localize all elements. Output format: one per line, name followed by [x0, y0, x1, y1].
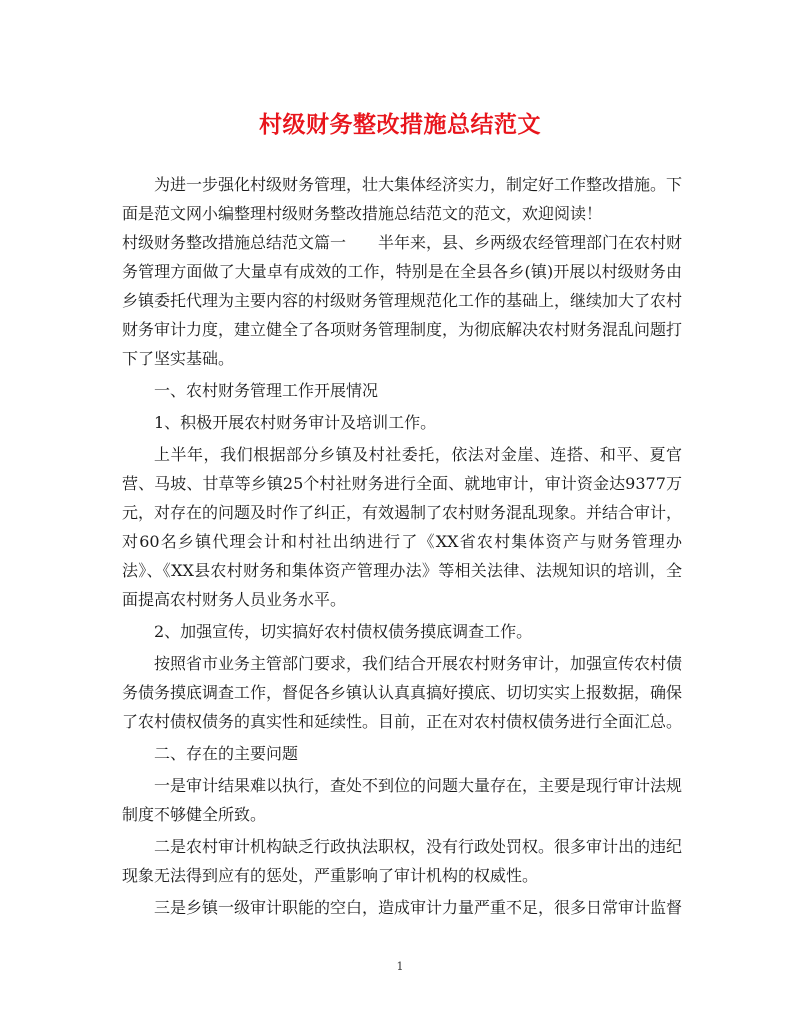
body-paragraph: 一是审计结果难以执行，查处不到位的问题大量存在，主要是现行审计法规制度不够健全所致。	[122, 776, 683, 824]
body-paragraph: 上半年，我们根据部分乡镇及村社委托，依法对金崖、连搭、和平、夏官营、马坡、甘草等乡镇25个村社财务进行全面、就地审计，审计资金达9377万元，对存在的问题及时作了纠正，有效遏制了农村财务混乱现象。并结合审计，对60名乡镇代理会计和村社出纳进行了《XX省农村集体资产与财务管理办法》、《XX县农村财务和集体资产管理办法》等相关法律、法规知识的培训，全面提高农村财务人员业务水平。	[122, 445, 683, 609]
subsection-heading: 1、积极开展农村财务审计及培训工作。	[154, 413, 437, 432]
body-paragraph: 村级财务整改措施总结范文篇一 半年来，县、乡两级农经管理部门在农村财务管理方面做了大量卓有成效的工作，特别是在全县各乡(镇)开展以村级财务由乡镇委托代理为主要内容的村级财务管理规范化工作的基础上，继续加大了农村财务审计力度，建立健全了各项财务管理制度，为彻底解决农村财务混乱问题打下了坚实基础。	[122, 233, 683, 368]
body-paragraph: 三是乡镇一级审计职能的空白，造成审计力量严重不足，很多日常审计监督	[154, 898, 683, 917]
intro-paragraph: 为进一步强化村级财务管理，壮大集体经济实力，制定好工作整改措施。下面是范文网小编整理村级财务整改措施总结范文的范文，欢迎阅读！	[122, 175, 683, 223]
document-title: 村级财务整改措施总结范文	[259, 111, 541, 138]
page-number: 1	[396, 960, 404, 973]
subsection-heading: 2、加强宣传，切实搞好农村债权债务摸底调查工作。	[154, 622, 533, 641]
section-heading: 二、存在的主要问题	[154, 744, 299, 763]
section-heading: 一、农村财务管理工作开展情况	[154, 381, 379, 400]
body-paragraph: 二是农村审计机构缺乏行政执法职权，没有行政处罚权。很多审计出的违纪现象无法得到应有的惩处，严重影响了审计机构的权威性。	[122, 837, 683, 885]
document-body	[122, 170, 682, 922]
body-paragraph: 按照省市业务主管部门要求，我们结合开展农村财务审计，加强宣传农村债务债务摸底调查工作，督促各乡镇认认真真搞好摸底、切切实实上报数据，确保了农村债权债务的真实性和延续性。目前，正在对农村债权债务进行全面汇总。	[122, 654, 683, 731]
